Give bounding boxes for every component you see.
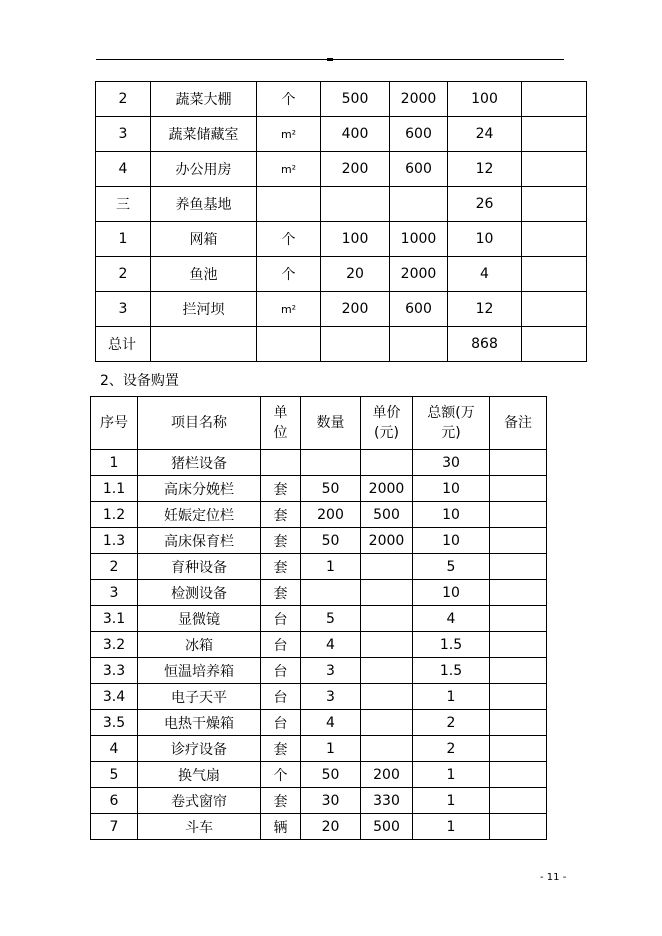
cell-total: 26 <box>448 187 522 222</box>
header-unit-line2: 位 <box>273 425 288 441</box>
cell-unit: 套 <box>261 502 301 528</box>
cell-name <box>151 327 257 362</box>
cell-name: 蔬菜储藏室 <box>151 117 257 152</box>
cell-note <box>490 502 547 528</box>
table-row <box>96 292 587 327</box>
table-row <box>91 502 547 528</box>
cell-total: 2 <box>413 710 490 736</box>
header-total-line2: 元) <box>441 425 461 441</box>
cell-note <box>490 632 547 658</box>
cell-qty: 100 <box>321 222 390 257</box>
cell-name: 网箱 <box>151 222 257 257</box>
cell-total: 24 <box>448 117 522 152</box>
cell-name: 办公用房 <box>151 152 257 187</box>
cell-price: 600 <box>390 292 448 327</box>
header-price-line1: 单价 <box>372 405 401 421</box>
cell-total: 5 <box>413 554 490 580</box>
cell-no: 5 <box>91 762 138 788</box>
cell-no: 1.3 <box>91 528 138 554</box>
table-row <box>96 117 587 152</box>
cell-price: 330 <box>361 788 413 814</box>
cell-qty: 5 <box>301 606 361 632</box>
cell-price: 600 <box>390 152 448 187</box>
cell-no: 2 <box>91 554 138 580</box>
cell-total: 12 <box>448 292 522 327</box>
cell-qty: 500 <box>321 82 390 117</box>
cell-unit: 台 <box>261 632 301 658</box>
cell-qty <box>301 580 361 606</box>
cell-unit <box>257 327 321 362</box>
cell-name: 显微镜 <box>138 606 261 632</box>
header-no: 序号 <box>91 397 138 450</box>
cell-qty: 4 <box>301 710 361 736</box>
table-row <box>96 222 587 257</box>
cell-unit: 套 <box>261 580 301 606</box>
cell-note <box>522 327 587 362</box>
cell-qty: 1 <box>301 736 361 762</box>
cell-name: 检测设备 <box>138 580 261 606</box>
cell-note <box>490 606 547 632</box>
cell-total: 10 <box>448 222 522 257</box>
cell-name: 鱼池 <box>151 257 257 292</box>
cell-price: 2000 <box>390 82 448 117</box>
cell-name: 诊疗设备 <box>138 736 261 762</box>
cell-no: 3 <box>96 292 151 327</box>
cell-no: 2 <box>96 257 151 292</box>
cell-total: 10 <box>413 502 490 528</box>
cell-qty: 20 <box>301 814 361 840</box>
cell-total: 10 <box>413 528 490 554</box>
cell-name: 电热干燥箱 <box>138 710 261 736</box>
cell-unit: m² <box>257 117 321 152</box>
table-row <box>91 762 547 788</box>
cell-name: 电子天平 <box>138 684 261 710</box>
cell-total: 1.5 <box>413 658 490 684</box>
cell-unit: 套 <box>261 736 301 762</box>
cell-no: 3.1 <box>91 606 138 632</box>
cell-price: 2000 <box>361 528 413 554</box>
cell-unit: m² <box>257 152 321 187</box>
cell-qty: 50 <box>301 762 361 788</box>
cell-unit: 台 <box>261 658 301 684</box>
cell-no: 3 <box>96 117 151 152</box>
header-price <box>361 397 413 450</box>
cell-note <box>490 684 547 710</box>
cell-note <box>490 554 547 580</box>
header-qty: 数量 <box>301 397 361 450</box>
cell-unit: 个 <box>257 257 321 292</box>
cell-no: 2 <box>96 82 151 117</box>
cell-total: 2 <box>413 736 490 762</box>
cell-name: 拦河坝 <box>151 292 257 327</box>
table-row <box>96 82 587 117</box>
header-note: 备注 <box>490 397 547 450</box>
header-unit-line1: 单 <box>273 405 288 421</box>
cell-qty: 200 <box>321 292 390 327</box>
cell-note <box>490 736 547 762</box>
cell-no: 1.1 <box>91 476 138 502</box>
header-unit <box>261 397 301 450</box>
cell-name: 育种设备 <box>138 554 261 580</box>
cell-price: 2000 <box>361 476 413 502</box>
table-header-row <box>91 397 547 450</box>
cell-total: 10 <box>413 476 490 502</box>
table-row <box>91 788 547 814</box>
cell-total: 1 <box>413 762 490 788</box>
cell-no: 三 <box>96 187 151 222</box>
cell-unit: 套 <box>261 528 301 554</box>
cell-qty <box>301 450 361 476</box>
table-row <box>91 632 547 658</box>
cell-qty: 4 <box>301 632 361 658</box>
cell-total: 100 <box>448 82 522 117</box>
cell-note <box>522 292 587 327</box>
cell-qty: 20 <box>321 257 390 292</box>
cell-no: 4 <box>91 736 138 762</box>
cell-price: 500 <box>361 814 413 840</box>
cell-qty: 50 <box>301 476 361 502</box>
table-row <box>91 606 547 632</box>
cell-unit: m² <box>257 292 321 327</box>
cell-unit: 个 <box>257 82 321 117</box>
table-row <box>91 476 547 502</box>
cell-no: 1 <box>91 450 138 476</box>
header-mark <box>327 58 333 61</box>
table-row-total <box>96 327 587 362</box>
cell-total: 1 <box>413 684 490 710</box>
cell-unit: 个 <box>257 222 321 257</box>
cost-table-continued <box>95 81 587 362</box>
cell-note <box>522 152 587 187</box>
cell-no: 7 <box>91 814 138 840</box>
cell-total: 30 <box>413 450 490 476</box>
cell-total: 4 <box>413 606 490 632</box>
cell-qty: 3 <box>301 658 361 684</box>
cell-name: 卷式窗帘 <box>138 788 261 814</box>
cell-price: 200 <box>361 762 413 788</box>
header-total-line1: 总额(万 <box>427 405 475 421</box>
cell-no: 4 <box>96 152 151 187</box>
cell-note <box>490 658 547 684</box>
cell-qty: 400 <box>321 117 390 152</box>
cell-total: 1 <box>413 814 490 840</box>
cell-price <box>390 327 448 362</box>
cell-price <box>361 684 413 710</box>
table-row <box>96 187 587 222</box>
cell-name: 蔬菜大棚 <box>151 82 257 117</box>
cell-unit: 套 <box>261 554 301 580</box>
cell-no: 3 <box>91 580 138 606</box>
cell-note <box>522 187 587 222</box>
cell-unit: 辆 <box>261 814 301 840</box>
cell-note <box>490 814 547 840</box>
cell-price <box>361 606 413 632</box>
cell-qty: 3 <box>301 684 361 710</box>
cell-no: 3.5 <box>91 710 138 736</box>
cell-price: 1000 <box>390 222 448 257</box>
equipment-table <box>90 396 547 840</box>
cell-no: 3.4 <box>91 684 138 710</box>
table-row <box>96 152 587 187</box>
cell-total: 1 <box>413 788 490 814</box>
cell-qty: 200 <box>301 502 361 528</box>
cell-unit: 套 <box>261 788 301 814</box>
cell-price: 600 <box>390 117 448 152</box>
cell-name: 高床分娩栏 <box>138 476 261 502</box>
cell-name: 恒温培养箱 <box>138 658 261 684</box>
cell-qty: 200 <box>321 152 390 187</box>
cell-no: 1.2 <box>91 502 138 528</box>
cell-unit: 台 <box>261 684 301 710</box>
cell-note <box>490 710 547 736</box>
cell-price <box>361 554 413 580</box>
cell-qty: 50 <box>301 528 361 554</box>
cell-price <box>361 658 413 684</box>
cell-total: 10 <box>413 580 490 606</box>
cell-name: 换气扇 <box>138 762 261 788</box>
cell-qty: 30 <box>301 788 361 814</box>
cell-price <box>361 580 413 606</box>
cell-price: 500 <box>361 502 413 528</box>
cell-price <box>361 736 413 762</box>
cell-unit: 台 <box>261 710 301 736</box>
cell-qty <box>321 187 390 222</box>
cell-qty: 1 <box>301 554 361 580</box>
cell-unit <box>261 450 301 476</box>
cell-total: 1.5 <box>413 632 490 658</box>
cell-no: 3.2 <box>91 632 138 658</box>
table-row <box>91 736 547 762</box>
table-row <box>96 257 587 292</box>
cell-name: 高床保育栏 <box>138 528 261 554</box>
table-row <box>91 814 547 840</box>
cell-note <box>490 528 547 554</box>
table-row <box>91 684 547 710</box>
table-row <box>91 554 547 580</box>
cell-qty <box>321 327 390 362</box>
cell-no: 总计 <box>96 327 151 362</box>
table-row <box>91 450 547 476</box>
cell-note <box>522 222 587 257</box>
section-title: 2、设备购置 <box>100 373 179 389</box>
cell-name: 斗车 <box>138 814 261 840</box>
cell-name: 冰箱 <box>138 632 261 658</box>
cell-note <box>490 580 547 606</box>
cell-note <box>490 762 547 788</box>
cell-unit <box>257 187 321 222</box>
header-total <box>413 397 490 450</box>
cell-no: 3.3 <box>91 658 138 684</box>
cell-name: 猪栏设备 <box>138 450 261 476</box>
table-row <box>91 528 547 554</box>
cell-price <box>361 632 413 658</box>
cell-price <box>361 710 413 736</box>
cell-unit: 套 <box>261 476 301 502</box>
cell-name: 养鱼基地 <box>151 187 257 222</box>
cell-note <box>490 476 547 502</box>
cell-note <box>522 82 587 117</box>
table-row <box>91 710 547 736</box>
cell-note <box>490 450 547 476</box>
cell-total: 4 <box>448 257 522 292</box>
cell-note <box>522 257 587 292</box>
cell-price: 2000 <box>390 257 448 292</box>
cell-price <box>361 450 413 476</box>
table-row <box>91 580 547 606</box>
header-name: 项目名称 <box>138 397 261 450</box>
cell-price <box>390 187 448 222</box>
cell-no: 6 <box>91 788 138 814</box>
cell-name: 妊娠定位栏 <box>138 502 261 528</box>
page-number: - 11 - <box>540 872 567 883</box>
cell-note <box>522 117 587 152</box>
cell-no: 1 <box>96 222 151 257</box>
cell-unit: 个 <box>261 762 301 788</box>
cell-note <box>490 788 547 814</box>
header-price-line2: (元) <box>374 425 399 441</box>
cell-total: 868 <box>448 327 522 362</box>
cell-total: 12 <box>448 152 522 187</box>
table-row <box>91 658 547 684</box>
cell-unit: 台 <box>261 606 301 632</box>
